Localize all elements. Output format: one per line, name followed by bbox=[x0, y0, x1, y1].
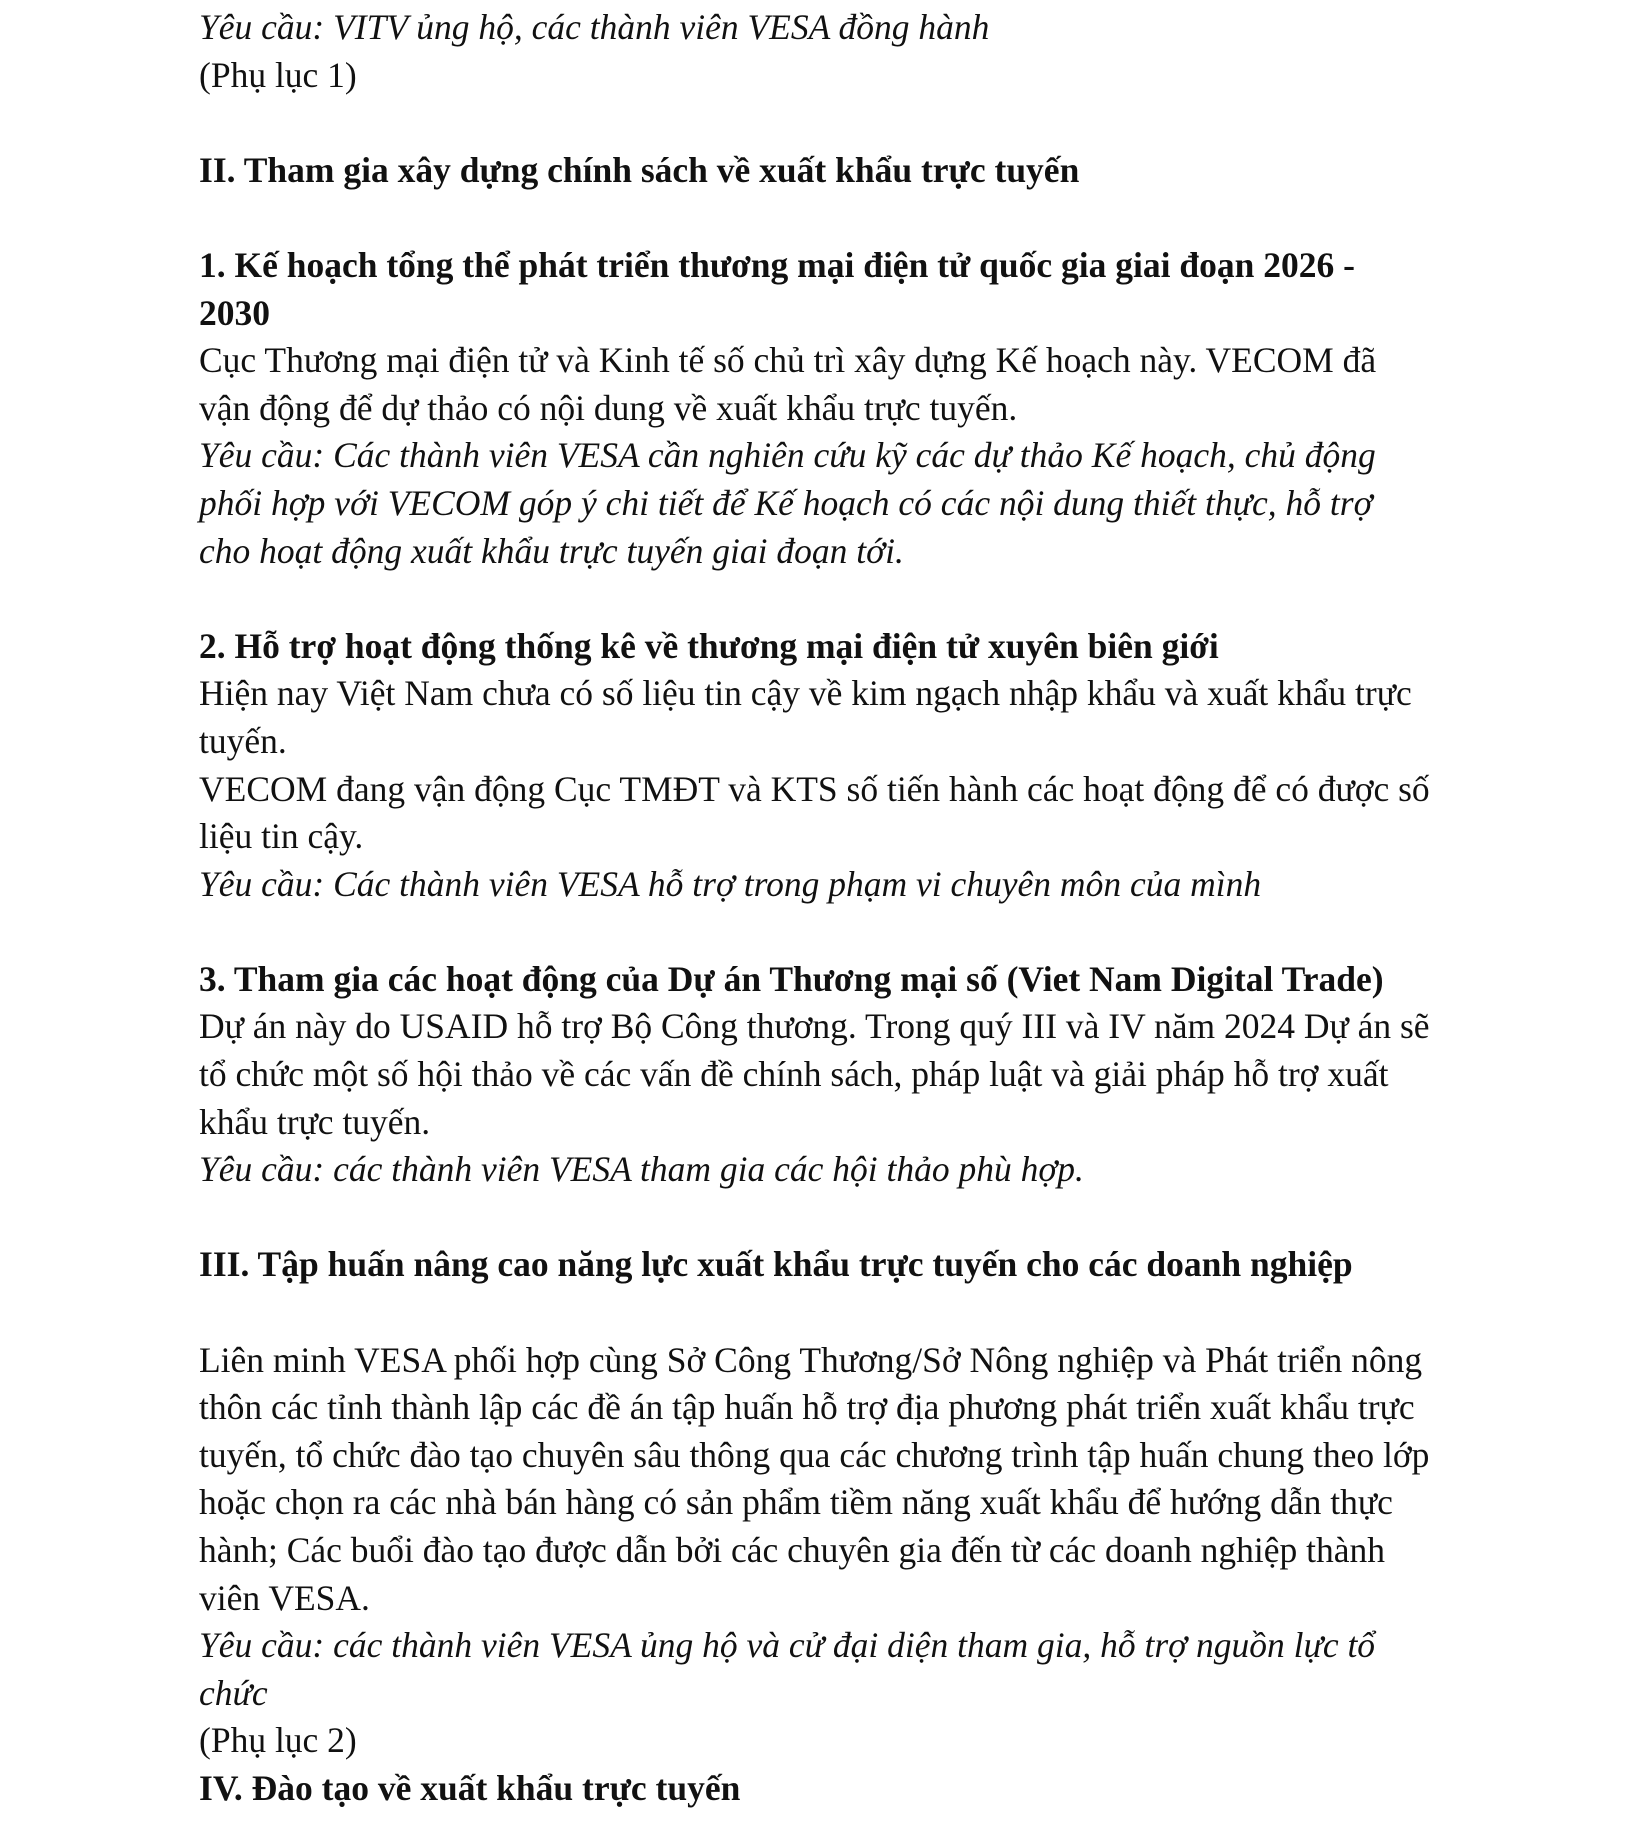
paragraph-spacer bbox=[199, 99, 1499, 147]
text-line: Yêu cầu: Các thành viên VESA hỗ trợ trong phạm vi chuyên môn của mình bbox=[199, 863, 1262, 904]
text-line: Yêu cầu: VITV ủng hộ, các thành viên VESA đồng hành bbox=[199, 7, 990, 47]
paragraph-spacer bbox=[199, 194, 1499, 242]
text-line: 3. Tham gia các hoạt động của Dự án Thương mại số (Viet Nam Digital Trade) bbox=[199, 958, 1384, 999]
text-line: Yêu cầu: các thành viên VESA ủng hộ và cử đại diện tham gia, hỗ trợ nguồn lực tổ bbox=[199, 1625, 1376, 1666]
requirement-note-req-2 bbox=[199, 861, 1499, 909]
heading-heading-ii bbox=[199, 147, 1499, 195]
text-line: Cục Thương mại điện tử và Kinh tế số chủ trì xây dựng Kế hoạch này. VECOM đã bbox=[199, 340, 1377, 381]
requirement-note-req-vitv bbox=[199, 4, 1499, 52]
text-line: vận động để dự thảo có nội dung về xuất khẩu trực tuyến. bbox=[199, 387, 1018, 428]
text-line: tuyến. bbox=[199, 720, 287, 761]
text-line: hoặc chọn ra các nhà bán hàng có sản phẩm tiềm năng xuất khẩu để hướng dẫn thực bbox=[199, 1482, 1393, 1523]
heading-heading-iii bbox=[199, 1241, 1499, 1289]
text-line: 1. Kế hoạch tổng thể phát triển thương mại điện tử quốc gia giai đoạn 2026 - bbox=[199, 244, 1355, 285]
text-line: liệu tin cậy. bbox=[199, 816, 364, 857]
heading-heading-2 bbox=[199, 623, 1499, 671]
text-line: Yêu cầu: các thành viên VESA tham gia các hội thảo phù hợp. bbox=[199, 1149, 1084, 1190]
paragraph-spacer bbox=[199, 575, 1499, 623]
requirement-note-req-3 bbox=[199, 1146, 1499, 1194]
text-line: thôn các tỉnh thành lập các đề án tập huấn hỗ trợ địa phương phát triển xuất khẩu trực bbox=[199, 1387, 1415, 1428]
text-line: tuyến, tổ chức đào tạo chuyên sâu thông qua các chương trình tập huấn chung theo lớp bbox=[199, 1434, 1430, 1475]
text-line: Yêu cầu: Các thành viên VESA cần nghiên cứu kỹ các dự thảo Kế hoạch, chủ động bbox=[199, 435, 1376, 476]
paragraph-spacer bbox=[199, 1194, 1499, 1242]
text-line: phối hợp với VECOM góp ý chi tiết để Kế hoạch có các nội dung thiết thực, hỗ trợ bbox=[199, 482, 1373, 523]
text-line: III. Tập huấn nâng cao năng lực xuất khẩu trực tuyến cho các doanh nghiệp bbox=[199, 1244, 1353, 1285]
text-line: VECOM đang vận động Cục TMĐT và KTS số tiến hành các hoạt động để có được số bbox=[199, 768, 1430, 809]
paragraph-body-1 bbox=[199, 337, 1499, 432]
text-line: IV. Đào tạo về xuất khẩu trực tuyến bbox=[199, 1767, 741, 1808]
heading-heading-1 bbox=[199, 242, 1499, 337]
text-line: tổ chức một số hội thảo về các vấn đề chính sách, pháp luật và giải pháp hỗ trợ xuất bbox=[199, 1054, 1389, 1095]
text-line: 2030 bbox=[199, 292, 270, 333]
paragraph-spacer bbox=[199, 908, 1499, 956]
text-line: Hiện nay Việt Nam chưa có số liệu tin cậy về kim ngạch nhập khẩu và xuất khẩu trực bbox=[199, 673, 1412, 714]
paragraph-body-2b bbox=[199, 766, 1499, 861]
text-line: hành; Các buổi đào tạo được dẫn bởi các chuyên gia đến từ các doanh nghiệp thành bbox=[199, 1530, 1385, 1570]
heading-heading-iv bbox=[199, 1765, 1499, 1813]
requirement-note-req-iii bbox=[199, 1622, 1499, 1717]
text-line: 2. Hỗ trợ hoạt động thống kê về thương mại điện tử xuyên biên giới bbox=[199, 625, 1219, 666]
text-line: (Phụ lục 1) bbox=[199, 54, 357, 95]
text-line: II. Tham gia xây dựng chính sách về xuất khẩu trực tuyến bbox=[199, 149, 1080, 190]
heading-heading-3 bbox=[199, 956, 1499, 1004]
paragraph-appendix-2 bbox=[199, 1717, 1499, 1765]
document-page bbox=[199, 4, 1499, 1813]
text-line: Dự án này do USAID hỗ trợ Bộ Công thương. Trong quý III và IV năm 2024 Dự án sẽ bbox=[199, 1006, 1430, 1047]
text-line: Liên minh VESA phối hợp cùng Sở Công Thương/Sở Nông nghiệp và Phát triển nông bbox=[199, 1339, 1423, 1380]
text-line: (Phụ lục 2) bbox=[199, 1720, 357, 1761]
text-line: khẩu trực tuyến. bbox=[199, 1101, 431, 1142]
paragraph-appendix-1 bbox=[199, 52, 1499, 100]
text-line: viên VESA. bbox=[199, 1577, 370, 1618]
paragraph-spacer bbox=[199, 1289, 1499, 1337]
text-line: cho hoạt động xuất khẩu trực tuyến giai đoạn tới. bbox=[199, 530, 904, 571]
paragraph-body-2a bbox=[199, 670, 1499, 765]
paragraph-body-3 bbox=[199, 1003, 1499, 1146]
requirement-note-req-1 bbox=[199, 432, 1499, 575]
paragraph-body-iii bbox=[199, 1337, 1499, 1623]
text-line: chức bbox=[199, 1672, 268, 1713]
